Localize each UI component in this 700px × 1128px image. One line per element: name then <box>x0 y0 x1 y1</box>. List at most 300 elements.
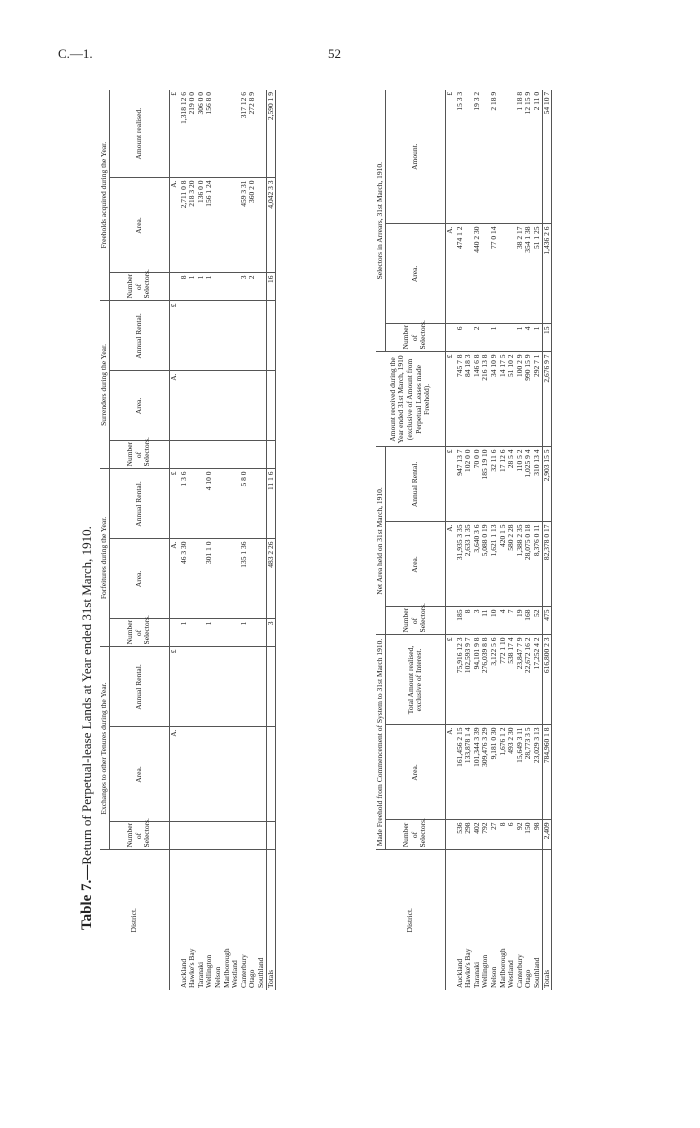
selectors-count: 1 <box>180 619 189 647</box>
total-value: 16 <box>266 273 276 301</box>
district-name: Auckland <box>178 958 188 988</box>
money-value: 310 13 4 <box>533 447 542 522</box>
area-value <box>223 371 232 441</box>
area-value: 15,649 3 11 <box>516 725 525 820</box>
area-value: 46 3 30 <box>180 539 189 619</box>
money-value <box>180 647 189 727</box>
area-value: 5,088 0 19 <box>481 522 490 607</box>
page-ref: C.—1. <box>58 46 93 61</box>
selectors-count: 2 <box>473 324 482 352</box>
unit-label: £ <box>445 352 456 447</box>
area-value <box>248 539 257 619</box>
area-value: 309,476 3 29 <box>481 725 490 820</box>
money-value: 28 5 4 <box>507 447 516 522</box>
amount-received: 34 10 9 <box>490 352 499 447</box>
money-value <box>214 90 223 178</box>
district-name: Taranaki <box>195 961 205 988</box>
money-value <box>223 301 232 371</box>
area-value: 1,676 1 2 <box>499 725 508 820</box>
total-value: 54 10 7 <box>542 90 552 224</box>
selectors-count <box>257 273 266 301</box>
district-name: Otago <box>523 969 533 988</box>
selectors-count: 8 <box>180 273 189 301</box>
area-value <box>257 178 266 273</box>
selectors-count: 10 <box>490 607 499 635</box>
table-title-prefix: Table 7.— <box>79 864 95 930</box>
area-value <box>257 539 266 619</box>
page-number: 52 <box>328 46 341 61</box>
area-value: 77 0 14 <box>490 224 499 324</box>
selectors-count: 2 <box>248 273 257 301</box>
selectors-count: 4 <box>499 607 508 635</box>
area-value: 3,640 3 6 <box>473 522 482 607</box>
area-value: 161,456 2 15 <box>456 725 465 820</box>
money-value: 2 18 9 <box>490 90 499 224</box>
selectors-count: 98 <box>533 820 542 850</box>
district-name: Westland <box>506 960 516 988</box>
area-value: 101,344 3 39 <box>473 725 482 820</box>
district-name: Taranaki <box>471 961 481 988</box>
selectors-count: 1 <box>533 324 542 352</box>
area-value <box>257 727 266 822</box>
unit-label: £ <box>445 447 456 522</box>
money-value: 538 17 4 <box>507 635 516 725</box>
total-value: 15 <box>542 324 552 352</box>
sub-rental: Annual Rental. <box>109 469 169 539</box>
selectors-count: 1 <box>197 273 206 301</box>
total-value: 1,436 2 6 <box>542 224 552 324</box>
selectors-count: 4 <box>524 324 533 352</box>
money-value: 23,847 7 9 <box>516 635 525 725</box>
money-value: 947 13 7 <box>456 447 465 522</box>
district-name: Nelson <box>212 966 222 988</box>
money-value <box>257 90 266 178</box>
money-value: 102 0 0 <box>464 447 473 522</box>
selectors-count: 1 <box>205 619 214 647</box>
totals-label: Totals <box>542 850 552 990</box>
selectors-count <box>248 619 257 647</box>
selectors-count: 27 <box>490 820 499 850</box>
area-value <box>257 371 266 441</box>
money-value: 17 12 6 <box>499 447 508 522</box>
money-value: 110 5 2 <box>516 447 525 522</box>
total-value <box>266 371 276 441</box>
area-value: 301 1 0 <box>205 539 214 619</box>
money-value <box>205 301 214 371</box>
amount-received: 146 6 8 <box>473 352 482 447</box>
amount-received: 990 15 9 <box>524 352 533 447</box>
sub-area: Area. <box>385 224 445 324</box>
money-value: 272 8 9 <box>248 90 257 178</box>
selectors-count <box>188 441 197 469</box>
selectors-count: 8 <box>499 820 508 850</box>
money-value <box>248 469 257 539</box>
unit-label: A. <box>445 522 456 607</box>
sub-number: Number of Selectors. <box>109 822 169 850</box>
unit-label: £ <box>445 90 456 224</box>
money-value <box>180 301 189 371</box>
area-value: 354 1 38 <box>524 224 533 324</box>
sub-area: Area. <box>109 727 169 822</box>
selectors-count <box>188 619 197 647</box>
area-value: 38 2 17 <box>516 224 525 324</box>
money-value <box>257 301 266 371</box>
area-value <box>205 727 214 822</box>
group-exchanges: Exchanges to other Tenures during the Year. <box>100 647 109 850</box>
money-value: 4 10 0 <box>205 469 214 539</box>
money-value <box>231 647 240 727</box>
selectors-count <box>205 822 214 850</box>
money-value <box>257 469 266 539</box>
area-value: 51 1 25 <box>533 224 542 324</box>
table-row <box>231 90 240 990</box>
area-value: 156 1 24 <box>205 178 214 273</box>
totals-label: Totals <box>266 850 276 990</box>
table-row <box>188 90 197 990</box>
sub-number: Number of Selectors. <box>109 273 169 301</box>
unit-label: £ <box>445 635 456 725</box>
selectors-count <box>231 441 240 469</box>
money-value: 185 19 10 <box>481 447 490 522</box>
area-value: 440 2 30 <box>473 224 482 324</box>
money-value <box>197 647 206 727</box>
district-name: Nelson <box>488 966 498 988</box>
money-value <box>197 301 206 371</box>
totals-row <box>266 90 276 990</box>
sub-area: Area. <box>109 539 169 619</box>
money-value <box>188 469 197 539</box>
selectors-count <box>231 822 240 850</box>
district-name: Canterbury <box>238 954 248 988</box>
money-value: 75,916 12 3 <box>456 635 465 725</box>
area-value: 2,633 1 35 <box>464 522 473 607</box>
selectors-count: 6 <box>507 820 516 850</box>
money-value <box>223 647 232 727</box>
total-value: 2,903 15 5 <box>542 447 552 522</box>
money-value <box>499 90 508 224</box>
selectors-count <box>214 619 223 647</box>
district-header: District. <box>100 850 169 990</box>
money-value: 1,025 9 4 <box>524 447 533 522</box>
money-value: 102,593 9 7 <box>464 635 473 725</box>
selectors-count <box>180 441 189 469</box>
sub-number: Number of Selectors. <box>385 820 445 850</box>
group-made-freehold: Made Freehold from Commencement of System to 31st March 1910. <box>376 635 385 850</box>
selectors-count: 7 <box>507 607 516 635</box>
table-row <box>533 90 542 990</box>
group-freeholds: Freeholds acquired during the Year. <box>100 90 109 301</box>
area-value: 133,878 1 4 <box>464 725 473 820</box>
table-row <box>248 90 257 990</box>
selectors-count: 1 <box>205 273 214 301</box>
money-value <box>231 301 240 371</box>
total-value: 4,042 3 3 <box>266 178 276 273</box>
area-value: 1,388 2 35 <box>516 522 525 607</box>
amount-received: 292 7 1 <box>533 352 542 447</box>
table-row <box>180 90 189 990</box>
sub-number: Number of Selectors. <box>109 619 169 647</box>
group-net-area: Net Area held on 31st March, 1910. <box>376 447 385 635</box>
area-value: 1,621 1 13 <box>490 522 499 607</box>
selectors-count: 402 <box>473 820 482 850</box>
total-value: 82,378 0 17 <box>542 522 552 607</box>
money-value: 306 0 0 <box>197 90 206 178</box>
unit-label: A. <box>169 371 180 441</box>
area-value <box>197 727 206 822</box>
area-value <box>240 727 249 822</box>
area-value <box>223 539 232 619</box>
money-value: 1 3 6 <box>180 469 189 539</box>
district-name: Marlborough <box>221 948 231 988</box>
unit-label: A. <box>169 727 180 822</box>
total-value <box>266 441 276 469</box>
selectors-count <box>248 441 257 469</box>
total-value: 3 <box>266 619 276 647</box>
sub-area: Area. <box>385 522 445 607</box>
sub-area: Area. <box>109 371 169 441</box>
units-row <box>169 90 180 990</box>
selectors-count <box>214 273 223 301</box>
group-forfeitures: Forfeitures during the Year. <box>100 469 109 647</box>
district-name: Wellington <box>204 954 214 988</box>
area-value: 28,773 3 5 <box>524 725 533 820</box>
sub-amount: Amount realised. <box>109 90 169 178</box>
unit-label: A. <box>169 178 180 273</box>
area-value <box>180 727 189 822</box>
selectors-count <box>197 441 206 469</box>
money-value <box>223 469 232 539</box>
area-value: 31,935 3 35 <box>456 522 465 607</box>
sub-number: Number of Selectors. <box>385 607 445 635</box>
rotated-table-page <box>76 90 636 990</box>
money-value <box>248 647 257 727</box>
area-value: 2,711 0 8 <box>180 178 189 273</box>
selectors-count: 792 <box>481 820 490 850</box>
money-value: 94,101 9 8 <box>473 635 482 725</box>
selectors-count: 6 <box>456 324 465 352</box>
money-value: 32 11 6 <box>490 447 499 522</box>
selectors-count: 185 <box>456 607 465 635</box>
selectors-count <box>197 822 206 850</box>
district-name: Wellington <box>480 954 490 988</box>
selectors-count <box>223 441 232 469</box>
group-arrears: Selectors in Arrears, 31st March, 1910. <box>376 90 385 352</box>
amount-received: 216 13 8 <box>481 352 490 447</box>
selectors-count: 298 <box>464 820 473 850</box>
selectors-count: 8 <box>464 607 473 635</box>
selectors-count <box>205 441 214 469</box>
money-value: 772 1 10 <box>499 635 508 725</box>
amount-received: 51 10 2 <box>507 352 516 447</box>
area-value: 23,029 3 13 <box>533 725 542 820</box>
table-row <box>214 90 223 990</box>
money-value: 3,122 5 6 <box>490 635 499 725</box>
area-value: 493 2 30 <box>507 725 516 820</box>
selectors-count: 168 <box>524 607 533 635</box>
selectors-count: 3 <box>240 273 249 301</box>
unit-label: A. <box>445 224 456 324</box>
table-title-text: Return of Perpetual-lease Lands at Year ended 31st March, 1910. <box>79 526 94 865</box>
area-value: 28,075 0 18 <box>524 522 533 607</box>
money-value <box>188 647 197 727</box>
total-value <box>266 647 276 727</box>
area-value: 474 1 2 <box>456 224 465 324</box>
sub-rental: Annual Rental. <box>385 447 445 522</box>
area-value <box>248 371 257 441</box>
money-value: 156 8 0 <box>205 90 214 178</box>
money-value: 1 18 8 <box>516 90 525 224</box>
money-value <box>248 301 257 371</box>
selectors-count <box>240 441 249 469</box>
area-value: 459 3 31 <box>240 178 249 273</box>
sub-amount: Amount. <box>385 90 445 224</box>
area-value: 135 1 36 <box>240 539 249 619</box>
total-value: 784,960 1 8 <box>542 725 552 820</box>
district-name: Canterbury <box>514 954 524 988</box>
selectors-count <box>240 822 249 850</box>
sub-area: Area. <box>109 178 169 273</box>
selectors-count <box>499 324 508 352</box>
table-exchanges-forfeitures <box>100 90 276 990</box>
money-value: 2 11 0 <box>533 90 542 224</box>
area-value <box>214 727 223 822</box>
unit-label: A. <box>445 725 456 820</box>
total-value <box>266 727 276 822</box>
sub-number: Number of Selectors. <box>109 441 169 469</box>
money-value: 17,252 4 2 <box>533 635 542 725</box>
area-value: 218 3 20 <box>188 178 197 273</box>
area-value <box>205 371 214 441</box>
district-name: Otago <box>247 969 257 988</box>
area-value <box>214 371 223 441</box>
total-value <box>266 822 276 850</box>
district-name: Auckland <box>454 958 464 988</box>
selectors-count: 1 <box>188 273 197 301</box>
selectors-count: 1 <box>240 619 249 647</box>
money-value <box>223 90 232 178</box>
total-value: 616,800 2 3 <box>542 635 552 725</box>
money-value: 15 3 3 <box>456 90 465 224</box>
sub-rental: Annual Rental. <box>109 647 169 727</box>
money-value <box>188 301 197 371</box>
selectors-count <box>180 822 189 850</box>
money-value <box>257 647 266 727</box>
area-value <box>240 371 249 441</box>
money-value <box>214 647 223 727</box>
money-value: 1,318 12 6 <box>180 90 189 178</box>
area-value <box>248 727 257 822</box>
selectors-count: 536 <box>456 820 465 850</box>
money-value: 12 15 9 <box>524 90 533 224</box>
money-value: 5 8 0 <box>240 469 249 539</box>
area-value <box>188 727 197 822</box>
unit-label: A. <box>169 539 180 619</box>
selectors-count <box>248 822 257 850</box>
table-row <box>223 90 232 990</box>
selectors-count: 1 <box>490 324 499 352</box>
total-value: 2,676 9 7 <box>542 352 552 447</box>
money-value: 19 3 2 <box>473 90 482 224</box>
selectors-count: 92 <box>516 820 525 850</box>
area-value <box>188 371 197 441</box>
total-value: 2,590 1 9 <box>266 90 276 178</box>
district-name: Marlborough <box>497 948 507 988</box>
selectors-count: 150 <box>524 820 533 850</box>
area-value: 360 2 0 <box>248 178 257 273</box>
area-value <box>214 539 223 619</box>
total-value: 483 2 26 <box>266 539 276 619</box>
money-value <box>214 301 223 371</box>
amount-received: 14 17 5 <box>499 352 508 447</box>
total-value: 475 <box>542 607 552 635</box>
totals-row <box>542 90 552 990</box>
table-row <box>257 90 266 990</box>
district-name: Southland <box>255 957 265 988</box>
area-value <box>223 727 232 822</box>
money-value: 317 12 6 <box>240 90 249 178</box>
area-value: 420 1 5 <box>499 522 508 607</box>
area-value <box>231 727 240 822</box>
area-value: 580 2 28 <box>507 522 516 607</box>
money-value <box>240 301 249 371</box>
total-value: 2,409 <box>542 820 552 850</box>
area-value: 8,376 0 11 <box>533 522 542 607</box>
selectors-count <box>214 822 223 850</box>
area-value: 9,181 0 30 <box>490 725 499 820</box>
table-row <box>240 90 249 990</box>
total-value: 11 1 6 <box>266 469 276 539</box>
table-row <box>197 90 206 990</box>
area-value <box>197 371 206 441</box>
unit-label: £ <box>169 469 180 539</box>
unit-label: £ <box>169 90 180 178</box>
money-value: 70 0 0 <box>473 447 482 522</box>
amount-received: 100 2 9 <box>516 352 525 447</box>
unit-label <box>169 822 180 850</box>
area-value: 136 0 0 <box>197 178 206 273</box>
amount-received: 84 18 3 <box>464 352 473 447</box>
district-name: Hawke's Bay <box>187 948 197 988</box>
money-value <box>205 647 214 727</box>
money-value: 219 0 0 <box>188 90 197 178</box>
district-name: Westland <box>230 960 240 988</box>
table-row <box>205 90 214 990</box>
selectors-count <box>214 441 223 469</box>
selectors-count <box>257 822 266 850</box>
area-value <box>180 371 189 441</box>
money-value: 276,039 8 8 <box>481 635 490 725</box>
sub-total: Total Amount realised, exclusive of Interest. <box>385 635 445 725</box>
unit-label: £ <box>169 301 180 371</box>
area-value <box>223 178 232 273</box>
selectors-count: 3 <box>473 607 482 635</box>
area-value <box>231 371 240 441</box>
money-value <box>214 469 223 539</box>
money-value: 22,672 16 2 <box>524 635 533 725</box>
area-value <box>188 539 197 619</box>
selectors-count: 52 <box>533 607 542 635</box>
selectors-count: 1 <box>516 324 525 352</box>
selectors-count <box>223 619 232 647</box>
selectors-count <box>257 619 266 647</box>
table-title <box>76 90 98 990</box>
selectors-count <box>188 822 197 850</box>
sub-number: Number of Selectors. <box>385 324 445 352</box>
total-value <box>266 301 276 371</box>
selectors-count: 19 <box>516 607 525 635</box>
unit-label <box>169 441 180 469</box>
district-header: District. <box>376 850 445 990</box>
